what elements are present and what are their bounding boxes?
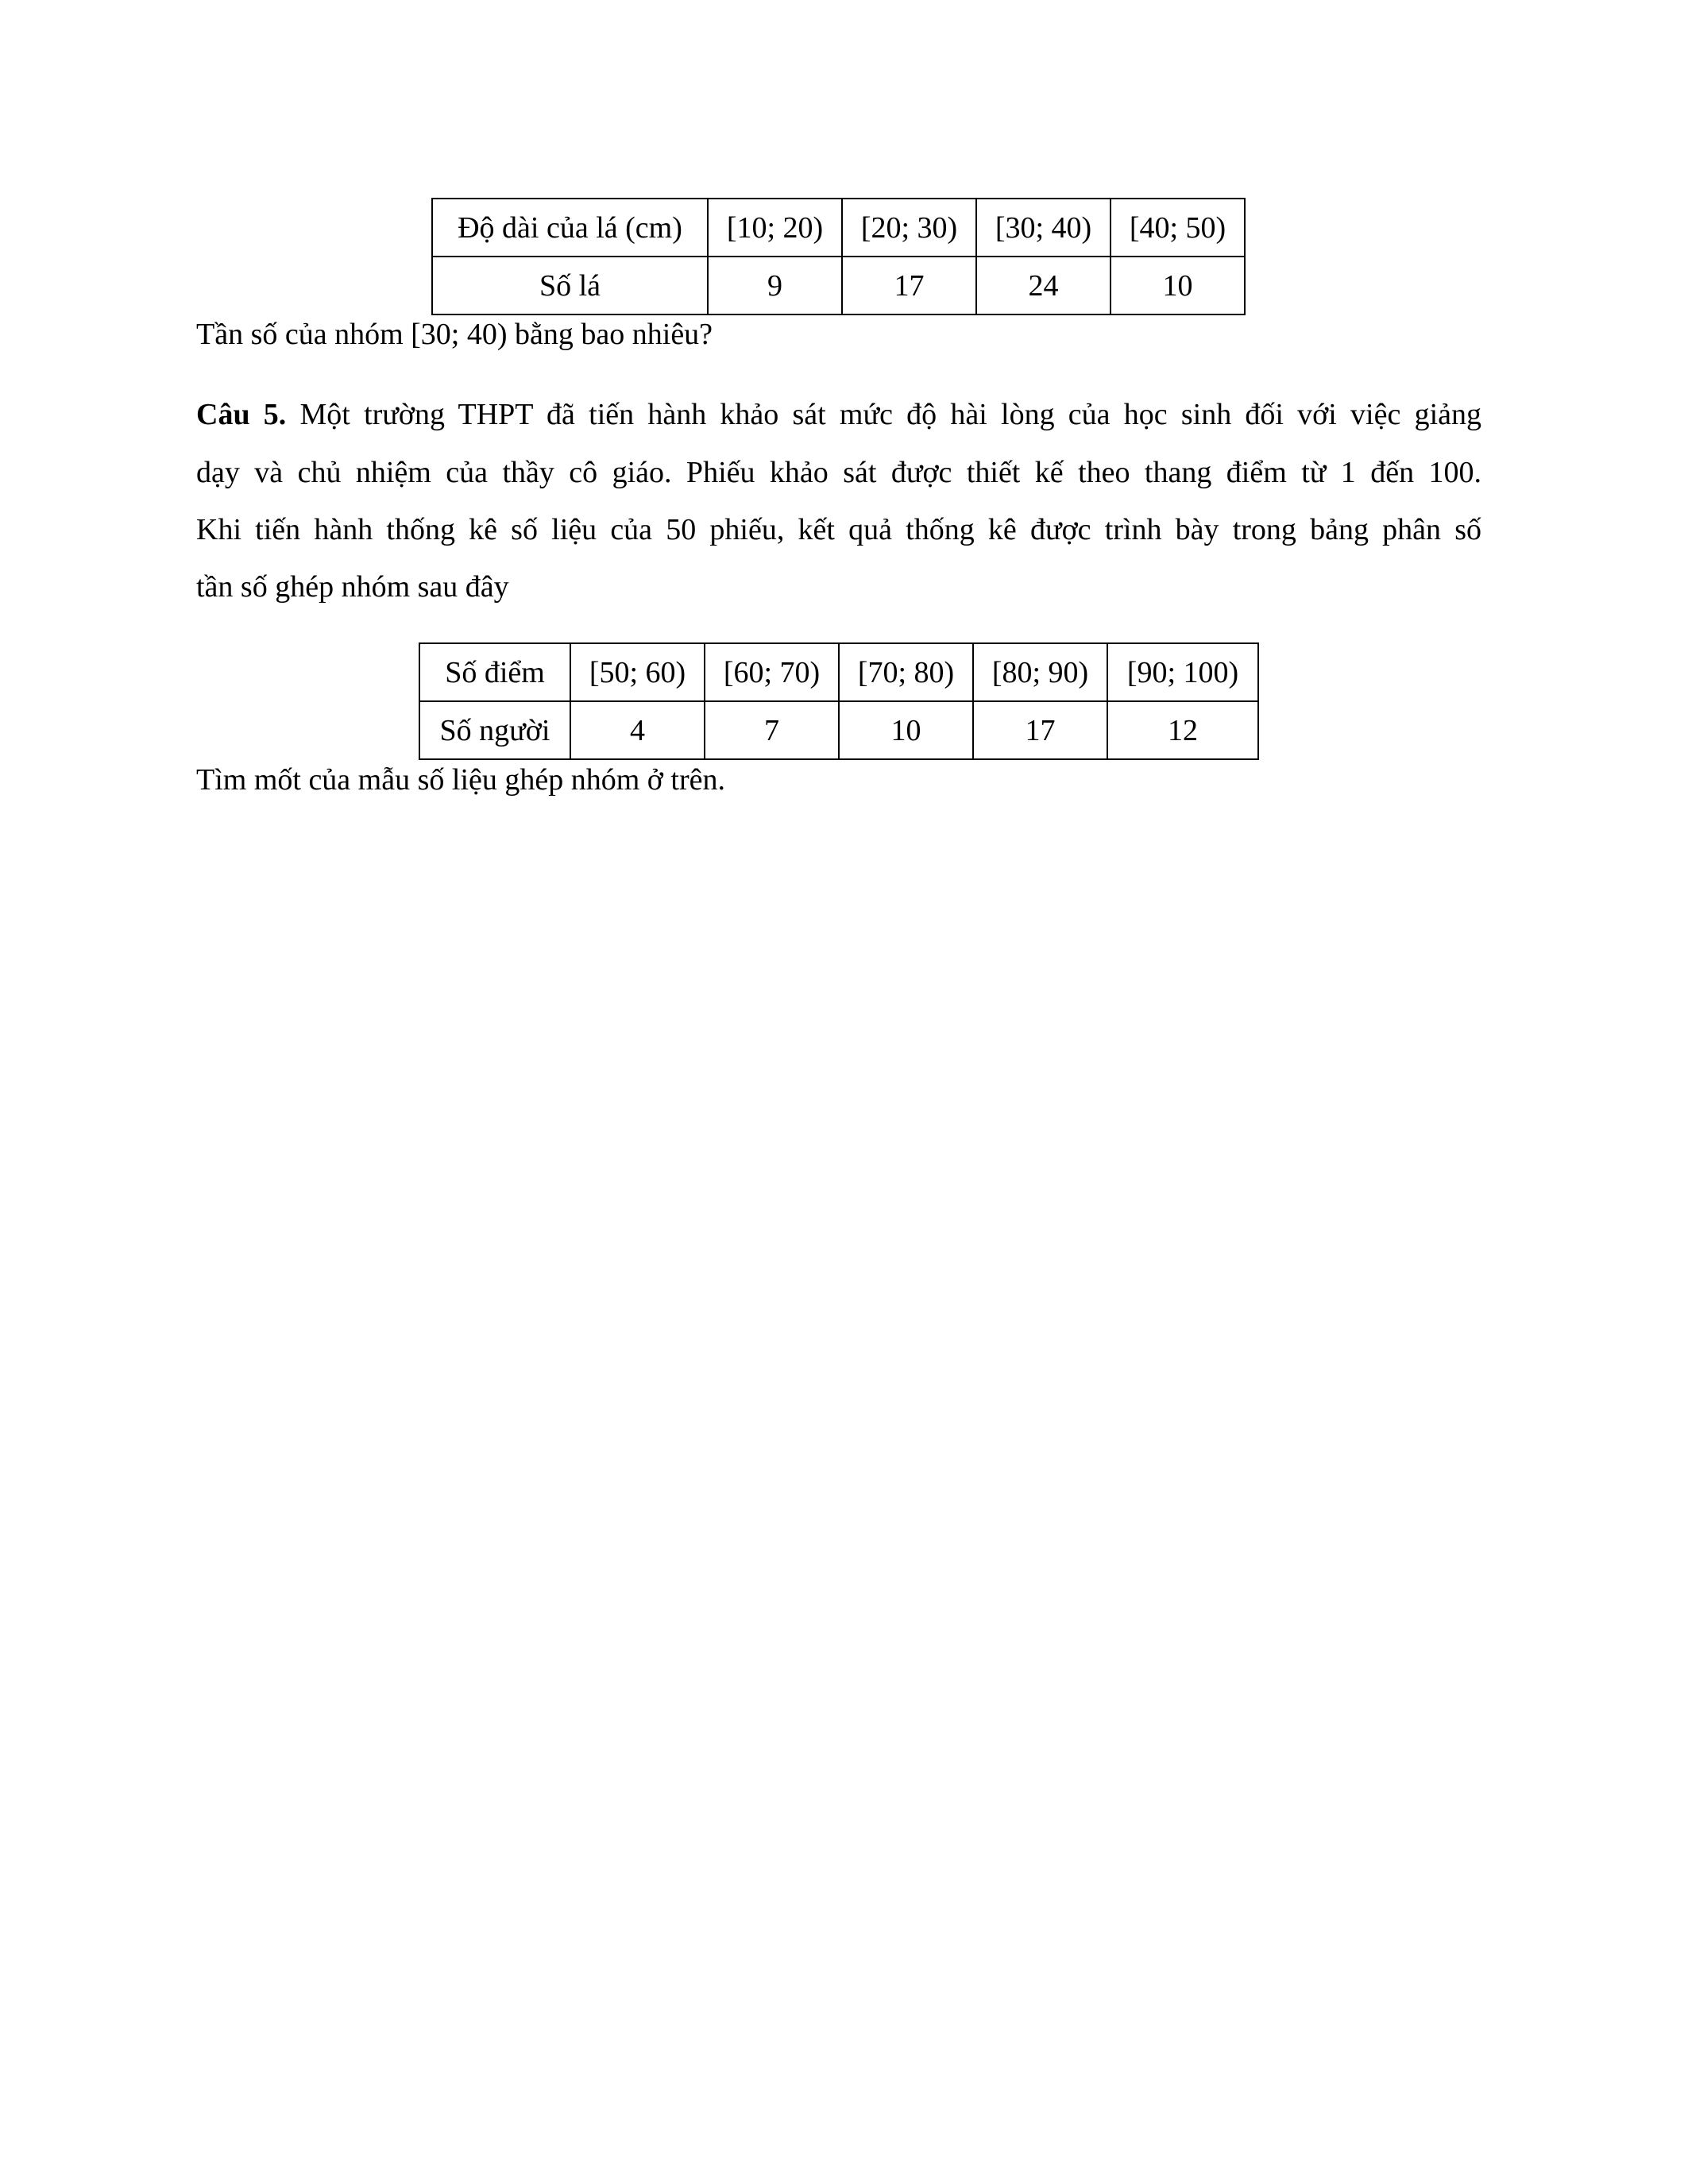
table-group-cell: [10; 20)	[708, 199, 842, 257]
table-group-cell: [70; 80)	[839, 643, 973, 701]
table-count-row	[419, 701, 1258, 759]
leaf-length-frequency-table	[431, 198, 1246, 315]
table-group-cell: [80; 90)	[973, 643, 1107, 701]
table-group-cell: [20; 30)	[842, 199, 976, 257]
table-header-label: Độ dài của lá (cm)	[432, 199, 708, 257]
table-group-cell: [30; 40)	[976, 199, 1111, 257]
table-row-label: Số người	[419, 701, 570, 759]
question-5-line-1	[196, 399, 1481, 430]
table-count-cell: 24	[976, 257, 1111, 314]
table-count-cell: 17	[842, 257, 976, 314]
table-count-cell: 17	[973, 701, 1107, 759]
question-5-line-3: Khi tiến hành thống kê số liệu của 50 phiếu, kết quả thống kê được trình bày trong bảng phân số	[196, 513, 1481, 546]
question-5-line-4: tần số ghép nhóm sau đây	[196, 570, 509, 604]
table-group-cell: [60; 70)	[705, 643, 839, 701]
table-count-cell: 4	[570, 701, 705, 759]
table-header-row	[432, 199, 1245, 257]
table-count-cell: 12	[1107, 701, 1258, 759]
table-row-label: Số lá	[432, 257, 708, 314]
table-count-cell: 10	[1111, 257, 1245, 314]
question-5-label: Câu 5.	[196, 398, 287, 431]
question-5-line-2: dạy và chủ nhiệm của thầy cô giáo. Phiếu khảo sát được thiết kế theo thang điểm từ 1 đến 100.	[196, 456, 1481, 489]
table-group-cell: [40; 50)	[1111, 199, 1245, 257]
table-count-cell: 7	[705, 701, 839, 759]
table-group-cell: [50; 60)	[570, 643, 705, 701]
question-4-prompt: Tần số của nhóm [30; 40) bằng bao nhiêu?	[196, 318, 713, 351]
table-count-row	[432, 257, 1245, 314]
question-5-line-1-text: Một trường THPT đã tiến hành khảo sát mức độ hài lòng của học sinh đối với việc giảng	[299, 398, 1481, 431]
table-header-label: Số điểm	[419, 643, 570, 701]
question-5-prompt: Tìm mốt của mẫu số liệu ghép nhóm ở trên.	[196, 763, 725, 797]
table-count-cell: 9	[708, 257, 842, 314]
table-group-cell: [90; 100)	[1107, 643, 1258, 701]
table-count-cell: 10	[839, 701, 973, 759]
score-frequency-table	[419, 642, 1259, 760]
table-header-row	[419, 643, 1258, 701]
